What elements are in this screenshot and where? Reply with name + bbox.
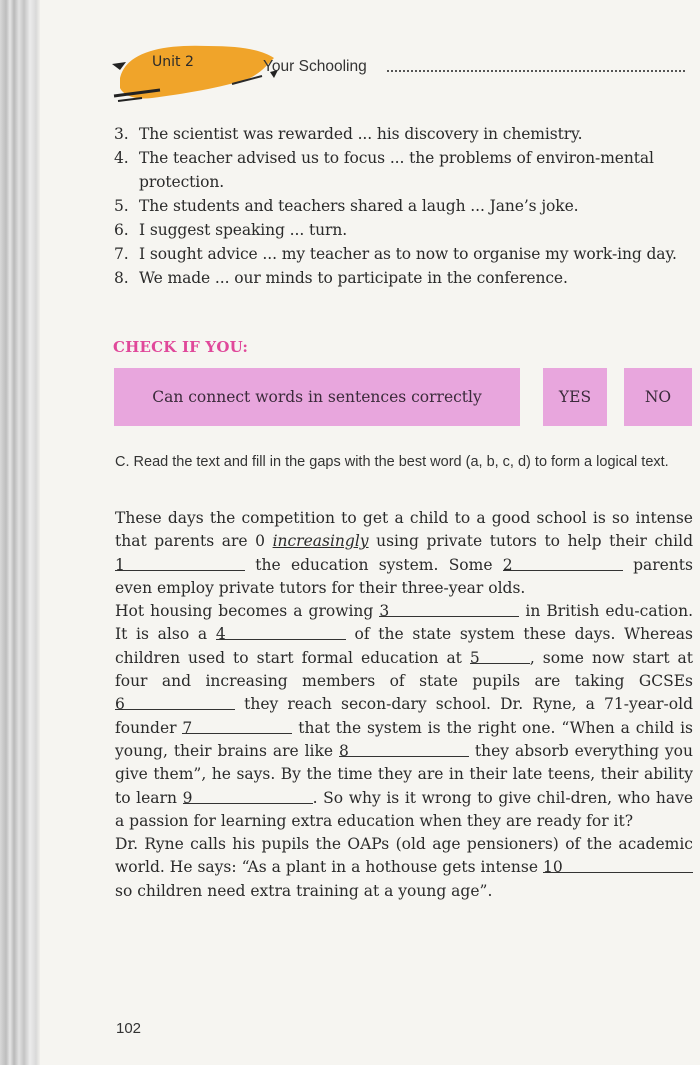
check-heading: CHECK IF YOU: <box>113 338 249 356</box>
unit-label: Unit 2 <box>152 54 194 70</box>
gap-10: 10 <box>543 856 693 873</box>
example-answer: increasingly <box>272 532 369 551</box>
gap-5: 5 <box>470 647 530 664</box>
text-paragraph: Dr. Ryne calls his pupils the OAPs (old age pensioners) of the academic world. He says: “As a plant in a hothouse gets intense 10 so children need extra training at a young age”. <box>115 835 693 900</box>
exercise-item: 6. I suggest speaking ... turn. <box>114 221 348 239</box>
gap-7: 7 <box>182 717 292 734</box>
gap-3: 3 <box>379 600 519 617</box>
brush-stroke-icon <box>112 38 280 104</box>
gap-8: 8 <box>339 740 469 757</box>
gap-2: 2 <box>503 554 623 571</box>
gap-fill-text <box>115 507 693 903</box>
gap-9: 9 <box>183 787 313 804</box>
text-paragraph: These days the competition to get a child to a good school is so intense that parents are 0 increasingly using private tutors to help their child 1 the education system. Some 2 parents even employ private tutors for their three-year olds. <box>115 509 693 597</box>
text-paragraph: Hot housing becomes a growing 3 in British edu-cation. It is also a 4 of the state system these days. Whereas children used to start formal education at 5 , some now start at four and increasing members of state pupils are taking GCSEs 6 they reach secon-dary school. Dr. Ryne, a 71-year-old founder 7 that the system is the right one. “When a child is young, their brains are like 8 they absorb everything you give them”, he says. By the time they are in their late teens, their ability to learn 9 . So why is it wrong to give chil-dren, who have a passion for learning extra education when they are ready for it? <box>115 602 694 830</box>
book-spine-edge <box>0 0 40 1065</box>
check-statement: Can connect words in sentences correctly <box>114 368 520 426</box>
unit-badge <box>112 38 280 104</box>
exercise-item: 7. I sought advice ... my teacher as to now to organise my work-ing day. <box>114 245 677 263</box>
exercise-item: 8. We made ... our minds to participate in the conference. <box>114 269 568 287</box>
check-yes-box: YES <box>543 368 607 426</box>
header-dotted-rule <box>387 70 685 72</box>
gap-6: 6 <box>115 693 235 710</box>
exercise-item: 4. The teacher advised us to focus ... the problems of environ-mental protection. <box>114 149 654 191</box>
task-instruction: C. Read the text and fill in the gaps with the best word (a, b, c, d) to form a logical text. <box>115 454 669 470</box>
chapter-title: Your Schooling <box>263 58 367 75</box>
page-number: 102 <box>116 1020 142 1037</box>
check-no-box: NO <box>624 368 692 426</box>
exercise-list <box>114 122 694 290</box>
exercise-item: 5. The students and teachers shared a laugh ... Jane’s joke. <box>114 197 579 215</box>
gap-1: 1 <box>115 554 245 571</box>
gap-4: 4 <box>216 623 346 640</box>
textbook-page <box>40 0 700 1065</box>
exercise-item: 3. The scientist was rewarded ... his discovery in chemistry. <box>114 125 583 143</box>
